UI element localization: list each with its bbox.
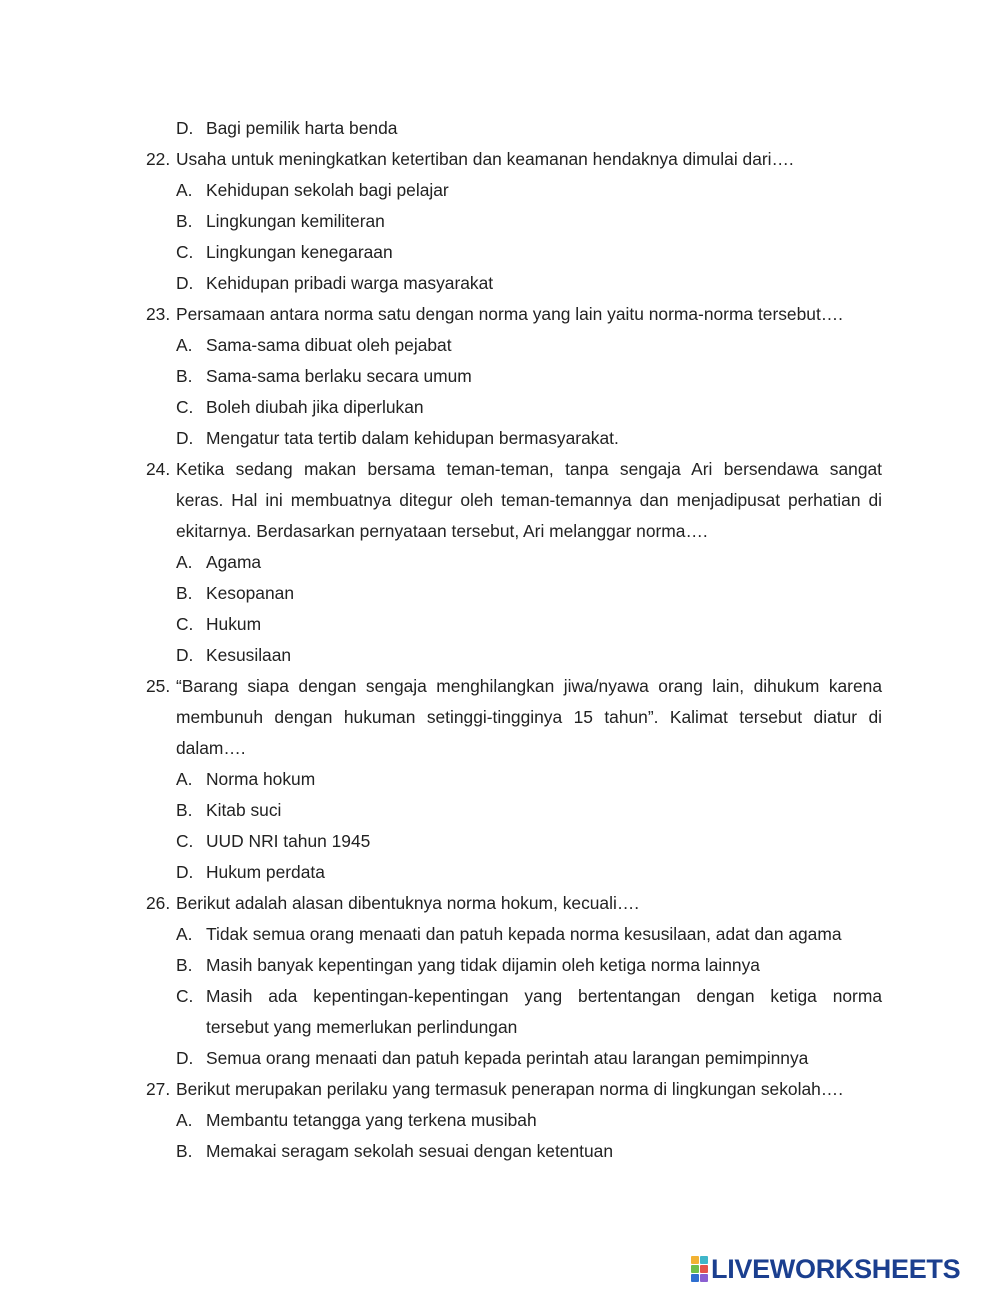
option-text: Norma hokum — [206, 769, 316, 789]
question-number: 27. — [146, 1079, 171, 1099]
option-letter: C. — [176, 614, 194, 634]
option-letter: A. — [176, 924, 193, 944]
question-text: Berikut adalah alasan dibentuknya norma hokum, kecuali…. — [176, 893, 640, 913]
option-text: Kitab suci — [206, 800, 282, 820]
logo-mark-square — [691, 1256, 699, 1264]
option-text: Kesusilaan — [206, 645, 292, 665]
question-number: 25. — [146, 676, 171, 696]
logo-mark-icon — [691, 1256, 708, 1282]
logo-mark-square — [700, 1265, 708, 1273]
option-letter: C. — [176, 397, 194, 417]
option-letter: D. — [176, 1048, 194, 1068]
logo-mark-square — [691, 1274, 699, 1282]
question-text: dalam…. — [176, 738, 246, 758]
option-text: Semua orang menaati dan patuh kepada perintah atau larangan pemimpinnya — [206, 1048, 809, 1068]
option-text: Lingkungan kenegaraan — [206, 242, 393, 262]
option-text: Bagi pemilik harta benda — [206, 118, 398, 138]
logo-mark-square — [700, 1274, 708, 1282]
question-text: Persamaan antara norma satu dengan norma yang lain yaitu norma-norma tersebut…. — [176, 304, 844, 324]
option-letter: D. — [176, 273, 194, 293]
option-text: Boleh diubah jika diperlukan — [206, 397, 424, 417]
option-letter: D. — [176, 645, 194, 665]
question-number: 22. — [146, 149, 171, 169]
question-text: ekitarnya. Berdasarkan pernyataan tersebut, Ari melanggar norma…. — [176, 521, 708, 541]
option-text: Tidak semua orang menaati dan patuh kepada norma kesusilaan, adat dan agama — [206, 924, 842, 944]
option-text: Lingkungan kemiliteran — [206, 211, 385, 231]
option-letter: A. — [176, 769, 193, 789]
question-text: “Barang siapa dengan sengaja menghilangkan jiwa/nyawa orang lain, dihukum karena — [176, 676, 882, 696]
option-text: Hukum — [206, 614, 262, 634]
liveworksheets-logo[interactable] — [691, 1254, 960, 1284]
option-text: Memakai seragam sekolah sesuai dengan ketentuan — [206, 1141, 613, 1161]
question-text: Berikut merupakan perilaku yang termasuk penerapan norma di lingkungan sekolah…. — [176, 1079, 844, 1099]
option-letter: A. — [176, 1110, 193, 1130]
option-letter: A. — [176, 180, 193, 200]
option-letter: C. — [176, 986, 194, 1006]
option-letter: A. — [176, 335, 193, 355]
option-letter: B. — [176, 955, 193, 975]
question-text: Usaha untuk meningkatkan ketertiban dan keamanan hendaknya dimulai dari…. — [176, 149, 794, 169]
question-number: 24. — [146, 459, 171, 479]
logo-mark-square — [691, 1265, 699, 1273]
option-text: Masih ada kepentingan-kepentingan yang bertentangan dengan ketiga norma — [206, 986, 882, 1006]
option-letter: B. — [176, 366, 193, 386]
option-text: Mengatur tata tertib dalam kehidupan bermasyarakat. — [206, 428, 619, 448]
question-text: keras. Hal ini membuatnya ditegur oleh teman-temannya dan menjadipusat perhatian di — [176, 490, 882, 510]
option-letter: B. — [176, 1141, 193, 1161]
logo-text: LIVEWORKSHEETS — [711, 1253, 961, 1284]
option-letter: D. — [176, 118, 194, 138]
option-text: Membantu tetangga yang terkena musibah — [206, 1110, 537, 1130]
option-letter: A. — [176, 552, 193, 572]
option-text: Kesopanan — [206, 583, 294, 603]
option-text: Agama — [206, 552, 262, 572]
option-letter: C. — [176, 242, 194, 262]
option-text: Masih banyak kepentingan yang tidak dijamin oleh ketiga norma lainnya — [206, 955, 760, 975]
option-letter: B. — [176, 800, 193, 820]
option-text: Kehidupan sekolah bagi pelajar — [206, 180, 449, 200]
question-text: Ketika sedang makan bersama teman-teman, tanpa sengaja Ari bersendawa sangat — [176, 459, 882, 479]
option-text: tersebut yang memerlukan perlindungan — [206, 1017, 518, 1037]
option-text: UUD NRI tahun 1945 — [206, 831, 371, 851]
logo-mark-square — [700, 1256, 708, 1264]
question-number: 23. — [146, 304, 171, 324]
option-letter: C. — [176, 831, 194, 851]
question-number: 26. — [146, 893, 171, 913]
option-text: Hukum perdata — [206, 862, 325, 882]
option-letter: D. — [176, 862, 194, 882]
option-letter: D. — [176, 428, 194, 448]
option-letter: B. — [176, 211, 193, 231]
option-text: Sama-sama dibuat oleh pejabat — [206, 335, 452, 355]
option-letter: B. — [176, 583, 193, 603]
question-text: membunuh dengan hukuman setinggi-tingginya 15 tahun”. Kalimat tersebut diatur di — [176, 707, 882, 727]
option-text: Sama-sama berlaku secara umum — [206, 366, 472, 386]
option-text: Kehidupan pribadi warga masyarakat — [206, 273, 494, 293]
